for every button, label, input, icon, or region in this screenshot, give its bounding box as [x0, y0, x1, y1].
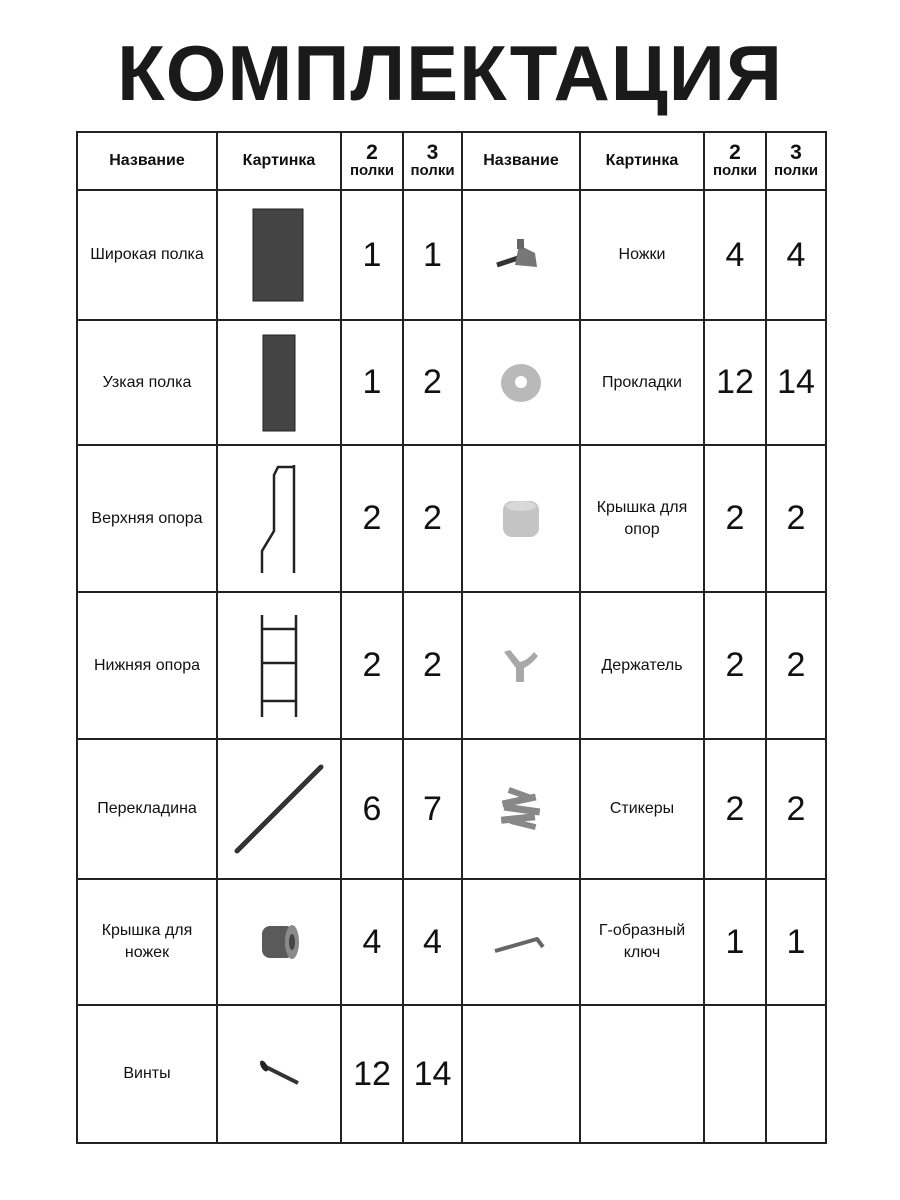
stickers-icon: [496, 787, 546, 831]
item-name: Узкая полка: [77, 320, 217, 445]
qty-three: 2: [766, 445, 826, 592]
header-two-num-right: 2: [729, 141, 741, 164]
header-two-label-right: полки: [712, 162, 758, 179]
qty-two: 12: [704, 320, 766, 445]
item-name: Винты: [77, 1005, 217, 1143]
qty-two: 12: [341, 1005, 403, 1143]
qty-two: 1: [341, 190, 403, 320]
leg-icon: [491, 235, 551, 275]
item-picture: [462, 445, 580, 592]
support-cap-icon: [499, 497, 543, 541]
item-name: Ножки: [580, 190, 704, 320]
item-name: Широкая полка: [77, 190, 217, 320]
header-name-right: Название: [462, 132, 580, 190]
item-name: Перекладина: [77, 739, 217, 879]
qty-three: 2: [766, 592, 826, 739]
item-picture: [462, 879, 580, 1005]
item-picture: [217, 592, 341, 739]
header-two-shelves: [341, 132, 403, 190]
empty-cell: [704, 1005, 766, 1143]
header-three-num-right: 3: [790, 141, 802, 164]
holder-icon: [498, 646, 544, 686]
qty-three: 4: [403, 879, 462, 1005]
qty-two: 1: [341, 320, 403, 445]
empty-cell: [580, 1005, 704, 1143]
page-title: КОМПЛЕКТАЦИЯ: [117, 29, 783, 117]
item-picture: [217, 320, 341, 445]
qty-three: 2: [403, 320, 462, 445]
qty-two: 4: [341, 879, 403, 1005]
qty-three: 2: [766, 739, 826, 879]
item-picture: [217, 445, 341, 592]
item-name: Г-образный ключ: [580, 879, 704, 1005]
screw-icon: [254, 1059, 304, 1089]
item-picture: [462, 592, 580, 739]
table-row: [77, 445, 826, 592]
qty-three: 14: [766, 320, 826, 445]
item-picture: [217, 879, 341, 1005]
empty-cell: [462, 1005, 580, 1143]
item-picture: [217, 190, 341, 320]
table-row: [77, 739, 826, 879]
qty-two: 1: [704, 879, 766, 1005]
lower-support-icon: [254, 611, 304, 721]
crossbar-icon: [231, 761, 327, 857]
leg-cap-icon: [254, 920, 304, 964]
qty-three: 14: [403, 1005, 462, 1143]
item-name: Держатель: [580, 592, 704, 739]
header-two-num: 2: [366, 141, 378, 164]
washer-icon: [497, 361, 545, 405]
qty-two: 2: [341, 592, 403, 739]
header-three-shelves-right: [766, 132, 826, 190]
qty-three: 2: [403, 592, 462, 739]
qty-three: 7: [403, 739, 462, 879]
qty-three: 1: [766, 879, 826, 1005]
header-picture: Картинка: [217, 132, 341, 190]
table-row: [77, 879, 826, 1005]
qty-two: 2: [704, 739, 766, 879]
wide-shelf-icon: [249, 207, 309, 303]
qty-two: 2: [704, 445, 766, 592]
l-key-icon: [491, 927, 551, 957]
header-three-label: полки: [410, 162, 455, 179]
header-three-shelves: [403, 132, 462, 190]
header-row: [77, 132, 826, 190]
qty-three: 2: [403, 445, 462, 592]
qty-three: 4: [766, 190, 826, 320]
item-name: Крышка для опор: [580, 445, 704, 592]
table-row: [77, 1005, 826, 1143]
table-row: [77, 190, 826, 320]
qty-two: 2: [704, 592, 766, 739]
qty-two: 4: [704, 190, 766, 320]
item-picture: [217, 739, 341, 879]
upper-support-icon: [254, 461, 304, 577]
header-three-label-right: полки: [773, 162, 819, 179]
item-name: Верхняя опора: [77, 445, 217, 592]
item-picture: [462, 739, 580, 879]
table-row: [77, 320, 826, 445]
header-two-shelves-right: [704, 132, 766, 190]
header-three-num: 3: [426, 141, 439, 164]
narrow-shelf-icon: [259, 333, 299, 433]
item-name: Нижняя опора: [77, 592, 217, 739]
item-name: Стикеры: [580, 739, 704, 879]
header-two-label: полки: [349, 162, 395, 179]
table-row: [77, 592, 826, 739]
item-name: Крышка для ножек: [77, 879, 217, 1005]
qty-three: 1: [403, 190, 462, 320]
item-picture: [462, 190, 580, 320]
qty-two: 2: [341, 445, 403, 592]
header-picture-right: Картинка: [580, 132, 704, 190]
kit-table: [76, 131, 827, 1144]
empty-cell: [766, 1005, 826, 1143]
item-name: Прокладки: [580, 320, 704, 445]
qty-two: 6: [341, 739, 403, 879]
header-name: Название: [77, 132, 217, 190]
item-picture: [462, 320, 580, 445]
item-picture: [217, 1005, 341, 1143]
